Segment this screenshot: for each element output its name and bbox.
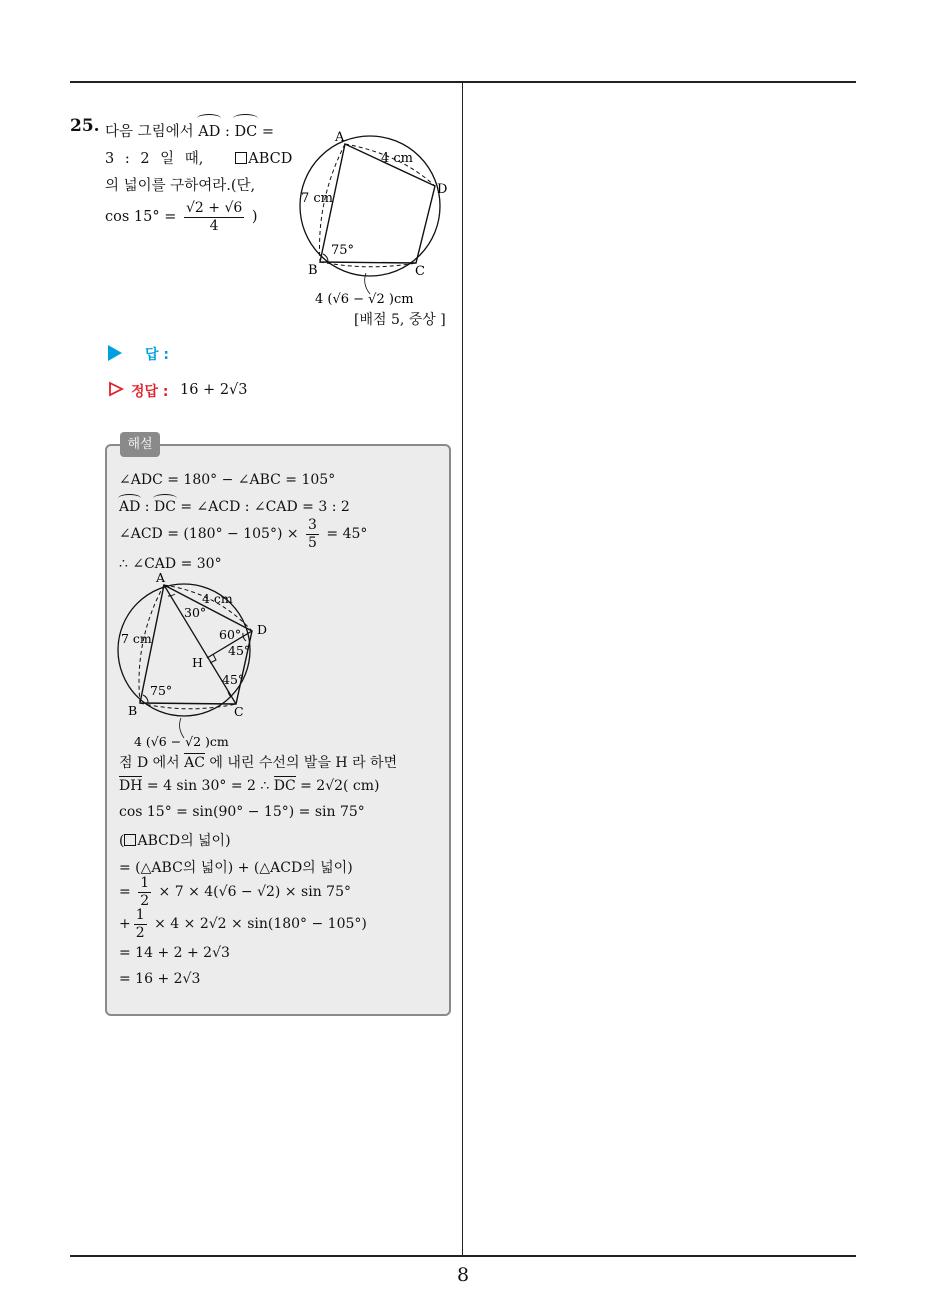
fig2-label-b: B: [128, 703, 138, 718]
problem-line-2: 3 : 2 일 때, ABCD: [105, 151, 293, 167]
fig2-angle-b: 75°: [150, 683, 173, 698]
fig2-bc-length: 4 (√6 − √2 )cm: [134, 734, 229, 749]
fig2-ad-length: 4 cm: [202, 591, 233, 606]
fig2-label-h: H: [192, 655, 203, 670]
solution-line-3: ∠ACD = (180° − 105°) × $\frac{3}{5}$ = 45°: [119, 517, 368, 551]
solution-line-10: = $\frac{1}{2}$ × 7 × 4(√6 − √2) × sin 75°: [119, 875, 351, 909]
problem-line-4: cos 15° = $\frac{√2 + √6}{4}$ ): [105, 199, 258, 234]
figure-solution-diagram: [112, 568, 272, 753]
fig2-label-c: C: [234, 704, 244, 719]
arc-ad: AD: [198, 119, 220, 146]
square-symbol-icon: [235, 152, 247, 164]
column-divider: [462, 82, 463, 1256]
figure-cyclic-quadrilateral: [290, 126, 460, 311]
solution-line-4: ∴ ∠CAD = 30°: [119, 556, 222, 572]
answer-arrow-icon: [108, 345, 122, 361]
fig2-angle-d: 60°: [219, 627, 242, 642]
fig2-ab-length: 7 cm: [121, 631, 152, 646]
bottom-rule: [70, 1255, 856, 1257]
fig2-label-a: A: [156, 570, 166, 585]
fig1-label-c: C: [415, 264, 425, 279]
fig1-ab-length: 7 cm: [301, 191, 334, 206]
score-info: [배점 5, 중상 ]: [354, 312, 446, 328]
fig2-angle-hd: 45°: [228, 643, 251, 658]
correct-answer-label: 정답 :: [131, 384, 169, 400]
arc-dc: DC: [234, 119, 257, 146]
fig1-label-a: A: [335, 130, 345, 145]
solution-line-5: 점 D 에서 AC 에 내린 수선의 발을 H 라 하면: [119, 755, 398, 771]
page-number: 8: [456, 1264, 470, 1286]
solution-tab: 해설: [120, 432, 160, 457]
solution-line-7: cos 15° = sin(90° − 15°) = sin 75°: [119, 804, 365, 820]
problem-number: 25.: [70, 116, 100, 136]
fig1-bc-length: 4 (√6 − √2 )cm: [315, 292, 414, 307]
fig1-angle-b: 75°: [331, 243, 355, 258]
solution-line-6: DH = 4 sin 30° = 2 ∴ DC = 2√2( cm): [119, 778, 380, 794]
solution-line-1: ∠ADC = 180° − ∠ABC = 105°: [119, 472, 336, 488]
solution-line-2: AD : DC = ∠ACD : ∠CAD = 3 : 2: [119, 499, 350, 515]
fig1-ad-length: 4 cm: [381, 151, 414, 166]
solution-line-12: = 14 + 2 + 2√3: [119, 945, 230, 961]
problem-line-3: 의 넓이를 구하여라.(단,: [105, 178, 256, 194]
correct-answer-value: 16 + 2√3: [180, 382, 248, 398]
solution-line-8: ( ABCD의 넓이): [119, 833, 231, 849]
fig1-label-b: B: [308, 263, 318, 278]
solution-line-9: = (△ABC의 넓이) + (△ACD의 넓이): [119, 860, 353, 876]
solution-line-13: = 16 + 2√3: [119, 971, 201, 987]
fig2-label-d: D: [257, 622, 268, 637]
cos-fraction: $\frac{√2 + √6}{4}$: [185, 199, 243, 234]
fig2-angle-c: 45°: [222, 672, 245, 687]
fig1-label-d: D: [437, 182, 448, 197]
problem-line-1: 다음 그림에서 AD : DC =: [105, 119, 350, 146]
answer-label: 답 :: [145, 347, 169, 363]
fig2-angle-a: 30°: [184, 605, 207, 620]
correct-answer-arrow-icon: [108, 381, 124, 397]
solution-line-11: + $\frac{1}{2}$ × 4 × 2√2 × sin(180° − 105°): [119, 907, 367, 941]
square-symbol-icon: [124, 834, 136, 846]
top-rule: [70, 81, 856, 83]
